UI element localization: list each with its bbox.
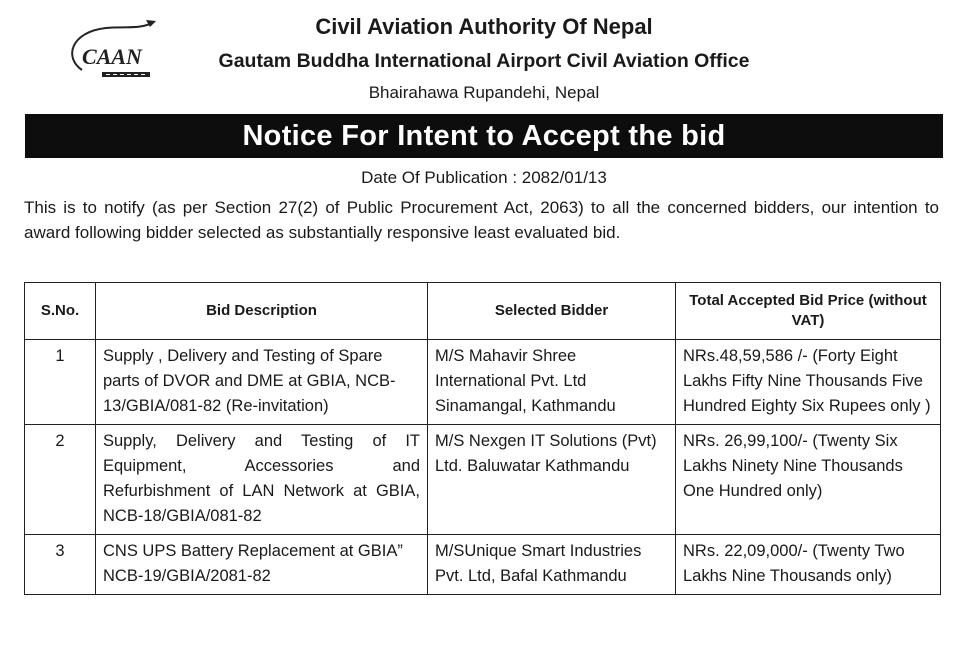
organization-name: Civil Aviation Authority Of Nepal xyxy=(315,14,653,39)
table-row xyxy=(25,340,941,425)
notice-title-banner xyxy=(25,114,943,158)
office-name: Gautam Buddha International Airport Civil Aviation Office xyxy=(218,50,750,72)
row-sno: 1 xyxy=(25,340,96,425)
row-description: Supply , Delivery and Testing of Spare parts of DVOR and DME at GBIA, NCB-13/GBIA/081-82 (Re-invitation) xyxy=(96,340,428,425)
office-address: Bhairahawa Rupandehi, Nepal xyxy=(368,83,600,102)
publication-date: Date Of Publication : 2082/01/13 xyxy=(361,168,607,187)
bid-table xyxy=(24,282,941,595)
row-bidder: M/SUnique Smart Industries Pvt. Ltd, Bafal Kathmandu xyxy=(428,535,676,595)
row-price: NRs. 26,99,100/- (Twenty Six Lakhs Ninety Nine Thousands One Hundred only) xyxy=(676,425,941,535)
header-sno: S.No. xyxy=(25,283,96,340)
intro-paragraph: This is to notify (as per Section 27(2) of Public Procurement Act, 2063) to all the concerned bidders, our intention to award following bidder selected as substantially responsive least evaluated bid. xyxy=(24,198,939,242)
table-row xyxy=(25,425,941,535)
row-bidder: M/S Mahavir Shree International Pvt. Ltd Sinamangal, Kathmandu xyxy=(428,340,676,425)
header-description: Bid Description xyxy=(96,283,428,340)
table-header-row xyxy=(25,283,941,340)
row-price: NRs. 22,09,000/- (Twenty Two Lakhs Nine Thousands only) xyxy=(676,535,941,595)
row-sno: 3 xyxy=(25,535,96,595)
row-price: NRs.48,59,586 /- (Forty Eight Lakhs Fifty Nine Thousands Five Hundred Eighty Six Rupees only ) xyxy=(676,340,941,425)
notice-title: Notice For Intent to Accept the bid xyxy=(242,119,726,152)
row-description: Supply, Delivery and Testing of IT Equipment, Accessories and Refurbishment of LAN Network at GBIA, NCB-18/GBIA/081-82 xyxy=(96,425,428,535)
header-price: Total Accepted Bid Price (without VAT) xyxy=(676,283,941,340)
table-row xyxy=(25,535,941,595)
logo-text: CAAN xyxy=(82,44,142,69)
row-description: CNS UPS Battery Replacement at GBIA” NCB-19/GBIA/2081-82 xyxy=(96,535,428,595)
row-sno: 2 xyxy=(25,425,96,535)
row-bidder: M/S Nexgen IT Solutions (Pvt) Ltd. Baluwatar Kathmandu xyxy=(428,425,676,535)
header-bidder: Selected Bidder xyxy=(428,283,676,340)
